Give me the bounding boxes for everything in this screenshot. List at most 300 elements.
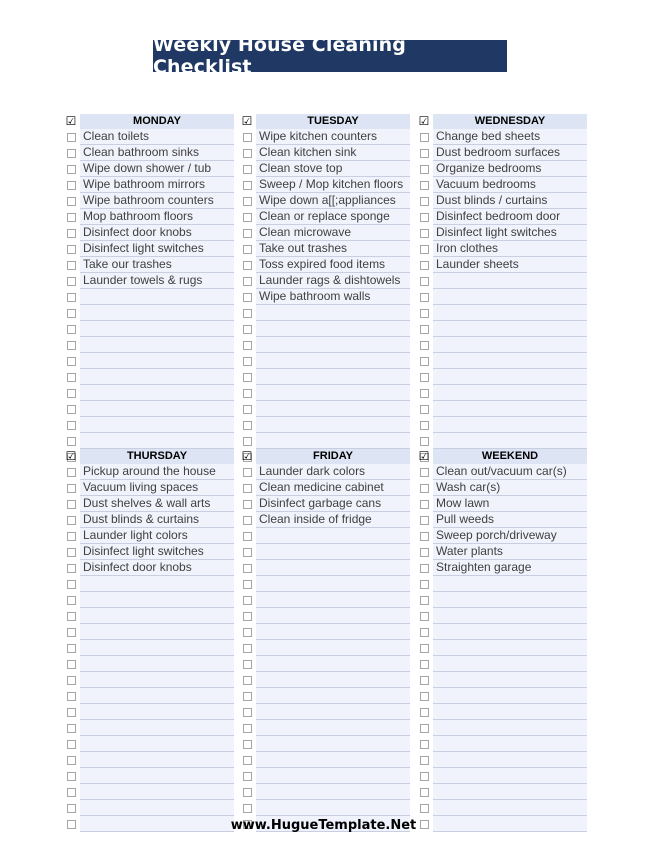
task-row bbox=[62, 784, 234, 800]
task-checkbox[interactable] bbox=[67, 676, 76, 685]
task-label bbox=[80, 672, 234, 688]
task-checkbox[interactable] bbox=[420, 261, 429, 270]
task-row bbox=[415, 512, 587, 528]
task-checkbox[interactable] bbox=[67, 692, 76, 701]
task-checkbox[interactable] bbox=[243, 532, 252, 541]
task-checkbox[interactable] bbox=[243, 516, 252, 525]
task-checkbox-cell bbox=[415, 325, 433, 334]
task-label: Take our trashes bbox=[80, 257, 234, 273]
task-checkbox[interactable] bbox=[420, 596, 429, 605]
task-checkbox-cell bbox=[62, 580, 80, 589]
task-row bbox=[62, 145, 234, 161]
task-checkbox-cell bbox=[62, 133, 80, 142]
task-checkbox[interactable] bbox=[243, 484, 252, 493]
task-row bbox=[238, 560, 410, 576]
task-checkbox[interactable] bbox=[243, 357, 252, 366]
task-row bbox=[415, 688, 587, 704]
task-checkbox-cell bbox=[415, 341, 433, 350]
task-checkbox-cell bbox=[238, 612, 256, 621]
task-label bbox=[256, 704, 410, 720]
task-row bbox=[415, 321, 587, 337]
task-checkbox[interactable] bbox=[243, 341, 252, 350]
task-checkbox[interactable] bbox=[67, 373, 76, 382]
task-label bbox=[80, 736, 234, 752]
task-checkbox[interactable] bbox=[243, 468, 252, 477]
task-checkbox[interactable] bbox=[420, 149, 429, 158]
task-row bbox=[238, 177, 410, 193]
task-checkbox[interactable] bbox=[67, 724, 76, 733]
task-checkbox[interactable] bbox=[67, 277, 76, 286]
task-checkbox[interactable] bbox=[420, 724, 429, 733]
task-checkbox[interactable] bbox=[420, 213, 429, 222]
task-checkbox-cell bbox=[415, 548, 433, 557]
task-checkbox[interactable] bbox=[67, 468, 76, 477]
task-checkbox[interactable] bbox=[67, 165, 76, 174]
task-row bbox=[238, 672, 410, 688]
day-header: WEDNESDAY bbox=[433, 114, 587, 129]
task-checkbox[interactable] bbox=[243, 804, 252, 813]
task-checkbox-cell bbox=[415, 277, 433, 286]
task-row bbox=[415, 161, 587, 177]
task-row bbox=[415, 608, 587, 624]
task-row bbox=[415, 656, 587, 672]
day-header: FRIDAY bbox=[256, 449, 410, 464]
task-label: Launder dark colors bbox=[256, 464, 410, 480]
task-checkbox[interactable] bbox=[420, 484, 429, 493]
task-label bbox=[433, 289, 587, 305]
task-checkbox[interactable] bbox=[420, 772, 429, 781]
task-checkbox[interactable] bbox=[420, 580, 429, 589]
task-checkbox-cell bbox=[415, 389, 433, 398]
task-checkbox[interactable] bbox=[243, 213, 252, 222]
task-checkbox-cell bbox=[238, 772, 256, 781]
task-checkbox-cell bbox=[415, 357, 433, 366]
task-label bbox=[80, 704, 234, 720]
task-checkbox[interactable] bbox=[420, 468, 429, 477]
checked-box-icon[interactable]: ☑ bbox=[241, 114, 253, 128]
task-row bbox=[415, 752, 587, 768]
task-row bbox=[415, 433, 587, 449]
task-checkbox[interactable] bbox=[67, 181, 76, 190]
task-label bbox=[80, 289, 234, 305]
task-label: Launder towels & rugs bbox=[80, 273, 234, 289]
task-checkbox[interactable] bbox=[420, 325, 429, 334]
task-checkbox[interactable] bbox=[420, 756, 429, 765]
task-checkbox[interactable] bbox=[67, 484, 76, 493]
task-label bbox=[256, 560, 410, 576]
task-checkbox[interactable] bbox=[243, 293, 252, 302]
task-checkbox[interactable] bbox=[420, 197, 429, 206]
task-checkbox-cell bbox=[415, 708, 433, 717]
task-checkbox-cell bbox=[62, 804, 80, 813]
task-checkbox[interactable] bbox=[67, 564, 76, 573]
task-checkbox[interactable] bbox=[420, 229, 429, 238]
task-label bbox=[256, 688, 410, 704]
task-label: Clean toilets bbox=[80, 129, 234, 145]
page-title: Weekly House Cleaning Checklist bbox=[153, 40, 507, 72]
task-checkbox[interactable] bbox=[420, 516, 429, 525]
task-checkbox-cell bbox=[415, 245, 433, 254]
task-checkbox[interactable] bbox=[67, 532, 76, 541]
task-checkbox-cell bbox=[238, 405, 256, 414]
task-checkbox[interactable] bbox=[420, 676, 429, 685]
task-row bbox=[415, 736, 587, 752]
task-label bbox=[80, 800, 234, 816]
task-row bbox=[238, 129, 410, 145]
task-checkbox-cell bbox=[415, 660, 433, 669]
task-checkbox-cell bbox=[415, 229, 433, 238]
task-row bbox=[238, 752, 410, 768]
task-checkbox[interactable] bbox=[67, 421, 76, 430]
task-checkbox-cell bbox=[238, 500, 256, 509]
task-row bbox=[62, 433, 234, 449]
task-row bbox=[238, 337, 410, 353]
task-checkbox[interactable] bbox=[243, 229, 252, 238]
task-label bbox=[80, 369, 234, 385]
task-checkbox[interactable] bbox=[243, 261, 252, 270]
task-row bbox=[238, 688, 410, 704]
footer-website: www.HugueTemplate.Net bbox=[230, 818, 417, 833]
task-checkbox[interactable] bbox=[420, 548, 429, 557]
task-checkbox-cell bbox=[238, 692, 256, 701]
task-checkbox-cell bbox=[238, 756, 256, 765]
task-label bbox=[433, 704, 587, 720]
task-checkbox[interactable] bbox=[67, 149, 76, 158]
task-label: Clean out/vacuum car(s) bbox=[433, 464, 587, 480]
task-row bbox=[62, 289, 234, 305]
task-label bbox=[256, 768, 410, 784]
task-checkbox[interactable] bbox=[243, 740, 252, 749]
day-header: TUESDAY bbox=[256, 114, 410, 129]
task-row bbox=[238, 321, 410, 337]
task-checkbox[interactable] bbox=[243, 612, 252, 621]
task-label: Vacuum bedrooms bbox=[433, 177, 587, 193]
task-checkbox[interactable] bbox=[67, 437, 76, 446]
task-checkbox[interactable] bbox=[67, 756, 76, 765]
task-label bbox=[433, 385, 587, 401]
task-checkbox[interactable] bbox=[67, 596, 76, 605]
task-row bbox=[62, 688, 234, 704]
task-row bbox=[415, 640, 587, 656]
task-label bbox=[433, 656, 587, 672]
task-label: Wipe down a[[;appliances bbox=[256, 193, 410, 209]
task-row bbox=[238, 704, 410, 720]
task-checkbox-cell bbox=[415, 213, 433, 222]
task-label: Vacuum living spaces bbox=[80, 480, 234, 496]
task-row bbox=[238, 417, 410, 433]
task-checkbox[interactable] bbox=[243, 628, 252, 637]
task-checkbox-cell bbox=[415, 740, 433, 749]
task-checkbox[interactable] bbox=[420, 245, 429, 254]
task-label: Disinfect door knobs bbox=[80, 560, 234, 576]
task-checkbox[interactable] bbox=[67, 628, 76, 637]
task-row bbox=[415, 480, 587, 496]
task-checkbox[interactable] bbox=[420, 389, 429, 398]
task-label bbox=[80, 321, 234, 337]
task-checkbox-cell bbox=[238, 580, 256, 589]
task-label bbox=[433, 417, 587, 433]
task-checkbox[interactable] bbox=[243, 724, 252, 733]
task-label: Clean kitchen sink bbox=[256, 145, 410, 161]
task-checkbox-cell bbox=[415, 309, 433, 318]
checked-box-icon[interactable]: ☑ bbox=[418, 114, 430, 128]
task-checkbox[interactable] bbox=[67, 788, 76, 797]
task-checkbox[interactable] bbox=[67, 405, 76, 414]
task-checkbox[interactable] bbox=[420, 293, 429, 302]
task-row bbox=[62, 496, 234, 512]
task-row bbox=[238, 640, 410, 656]
task-row bbox=[415, 289, 587, 305]
task-checkbox[interactable] bbox=[67, 516, 76, 525]
task-checkbox[interactable] bbox=[67, 133, 76, 142]
task-label bbox=[80, 768, 234, 784]
task-checkbox[interactable] bbox=[243, 133, 252, 142]
task-label bbox=[433, 321, 587, 337]
task-row bbox=[415, 225, 587, 241]
task-checkbox[interactable] bbox=[420, 405, 429, 414]
task-checkbox[interactable] bbox=[67, 644, 76, 653]
task-checkbox-cell bbox=[238, 532, 256, 541]
task-checkbox[interactable] bbox=[420, 309, 429, 318]
task-checkbox[interactable] bbox=[420, 708, 429, 717]
task-checkbox[interactable] bbox=[420, 181, 429, 190]
task-checkbox[interactable] bbox=[420, 564, 429, 573]
task-checkbox[interactable] bbox=[243, 181, 252, 190]
task-checkbox[interactable] bbox=[243, 373, 252, 382]
task-row bbox=[62, 225, 234, 241]
task-checkbox[interactable] bbox=[420, 341, 429, 350]
task-label: Clean or replace sponge bbox=[256, 209, 410, 225]
task-label bbox=[256, 576, 410, 592]
task-checkbox-cell bbox=[62, 149, 80, 158]
task-checkbox[interactable] bbox=[67, 548, 76, 557]
task-checkbox-cell bbox=[238, 421, 256, 430]
task-label: Disinfect light switches bbox=[80, 544, 234, 560]
task-checkbox[interactable] bbox=[67, 197, 76, 206]
task-row bbox=[415, 464, 587, 480]
task-checkbox[interactable] bbox=[67, 293, 76, 302]
task-checkbox-cell bbox=[62, 564, 80, 573]
task-checkbox-cell bbox=[62, 788, 80, 797]
task-label: Clean microwave bbox=[256, 225, 410, 241]
task-row bbox=[238, 512, 410, 528]
task-checkbox-cell bbox=[238, 373, 256, 382]
task-checkbox[interactable] bbox=[67, 804, 76, 813]
task-checkbox[interactable] bbox=[243, 676, 252, 685]
task-checkbox-cell bbox=[415, 788, 433, 797]
task-label bbox=[80, 305, 234, 321]
task-checkbox[interactable] bbox=[67, 341, 76, 350]
task-row bbox=[415, 624, 587, 640]
task-label bbox=[433, 592, 587, 608]
task-label bbox=[80, 784, 234, 800]
task-checkbox[interactable] bbox=[243, 756, 252, 765]
task-row bbox=[62, 704, 234, 720]
task-checkbox[interactable] bbox=[243, 644, 252, 653]
task-row bbox=[238, 225, 410, 241]
task-row bbox=[62, 800, 234, 816]
task-checkbox-cell bbox=[415, 437, 433, 446]
task-checkbox-cell bbox=[238, 325, 256, 334]
task-label: Straighten garage bbox=[433, 560, 587, 576]
task-row bbox=[415, 544, 587, 560]
task-label bbox=[80, 433, 234, 449]
task-checkbox[interactable] bbox=[420, 692, 429, 701]
task-row bbox=[415, 353, 587, 369]
task-checkbox[interactable] bbox=[420, 532, 429, 541]
task-checkbox-cell bbox=[62, 660, 80, 669]
task-checkbox[interactable] bbox=[67, 580, 76, 589]
task-checkbox[interactable] bbox=[67, 708, 76, 717]
task-checkbox[interactable] bbox=[67, 229, 76, 238]
task-checkbox[interactable] bbox=[243, 165, 252, 174]
task-checkbox-cell bbox=[415, 804, 433, 813]
task-checkbox[interactable] bbox=[420, 740, 429, 749]
task-checkbox[interactable] bbox=[67, 213, 76, 222]
task-checkbox-cell bbox=[415, 676, 433, 685]
task-checkbox[interactable] bbox=[420, 277, 429, 286]
task-checkbox[interactable] bbox=[420, 165, 429, 174]
task-label: Disinfect door knobs bbox=[80, 225, 234, 241]
task-checkbox[interactable] bbox=[67, 389, 76, 398]
task-checkbox[interactable] bbox=[420, 500, 429, 509]
task-checkbox[interactable] bbox=[420, 421, 429, 430]
task-row bbox=[238, 656, 410, 672]
task-checkbox-cell bbox=[62, 181, 80, 190]
task-row bbox=[62, 464, 234, 480]
task-label bbox=[80, 640, 234, 656]
task-checkbox-cell bbox=[62, 628, 80, 637]
task-checkbox[interactable] bbox=[420, 612, 429, 621]
checked-box-icon[interactable]: ☑ bbox=[241, 449, 253, 463]
day-header-row bbox=[238, 448, 410, 464]
task-row bbox=[238, 353, 410, 369]
task-label: Dust bedroom surfaces bbox=[433, 145, 587, 161]
checked-box-icon[interactable]: ☑ bbox=[418, 449, 430, 463]
checked-box-icon[interactable]: ☑ bbox=[65, 449, 77, 463]
task-checkbox[interactable] bbox=[243, 437, 252, 446]
task-label: Disinfect bedroom door bbox=[433, 209, 587, 225]
task-checkbox[interactable] bbox=[420, 644, 429, 653]
task-label bbox=[80, 624, 234, 640]
task-checkbox-cell bbox=[62, 724, 80, 733]
task-checkbox[interactable] bbox=[243, 500, 252, 509]
task-row bbox=[62, 672, 234, 688]
task-label: Pickup around the house bbox=[80, 464, 234, 480]
task-row bbox=[238, 608, 410, 624]
task-checkbox[interactable] bbox=[243, 580, 252, 589]
task-checkbox[interactable] bbox=[243, 788, 252, 797]
task-checkbox-cell bbox=[62, 468, 80, 477]
task-checkbox-cell bbox=[415, 596, 433, 605]
task-row bbox=[415, 560, 587, 576]
task-checkbox[interactable] bbox=[243, 548, 252, 557]
task-checkbox[interactable] bbox=[420, 373, 429, 382]
task-label bbox=[256, 321, 410, 337]
task-row bbox=[415, 672, 587, 688]
task-checkbox-cell bbox=[415, 724, 433, 733]
task-checkbox[interactable] bbox=[67, 325, 76, 334]
task-label bbox=[256, 417, 410, 433]
task-checkbox[interactable] bbox=[420, 660, 429, 669]
task-row bbox=[62, 720, 234, 736]
task-label bbox=[256, 656, 410, 672]
task-row bbox=[238, 241, 410, 257]
task-checkbox[interactable] bbox=[243, 708, 252, 717]
task-checkbox-cell bbox=[238, 245, 256, 254]
task-row bbox=[415, 800, 587, 816]
task-checkbox[interactable] bbox=[243, 421, 252, 430]
task-checkbox[interactable] bbox=[243, 309, 252, 318]
task-checkbox[interactable] bbox=[243, 772, 252, 781]
task-label bbox=[433, 337, 587, 353]
task-row bbox=[238, 257, 410, 273]
task-checkbox[interactable] bbox=[67, 772, 76, 781]
task-checkbox[interactable] bbox=[67, 612, 76, 621]
task-label bbox=[433, 672, 587, 688]
wednesday-column bbox=[415, 113, 587, 465]
task-checkbox[interactable] bbox=[67, 245, 76, 254]
task-checkbox[interactable] bbox=[243, 197, 252, 206]
task-label bbox=[256, 640, 410, 656]
task-checkbox[interactable] bbox=[67, 500, 76, 509]
task-checkbox[interactable] bbox=[243, 405, 252, 414]
day-header: MONDAY bbox=[80, 114, 234, 129]
task-checkbox[interactable] bbox=[243, 277, 252, 286]
task-checkbox-cell bbox=[415, 580, 433, 589]
task-checkbox[interactable] bbox=[243, 596, 252, 605]
monday-column bbox=[62, 113, 234, 465]
task-label bbox=[433, 433, 587, 449]
task-checkbox[interactable] bbox=[243, 389, 252, 398]
task-checkbox[interactable] bbox=[243, 149, 252, 158]
checked-box-icon[interactable]: ☑ bbox=[65, 114, 77, 128]
task-checkbox[interactable] bbox=[67, 357, 76, 366]
task-checkbox-cell bbox=[415, 500, 433, 509]
task-checkbox[interactable] bbox=[420, 357, 429, 366]
task-checkbox-cell bbox=[238, 628, 256, 637]
task-checkbox[interactable] bbox=[420, 788, 429, 797]
task-checkbox[interactable] bbox=[420, 437, 429, 446]
task-checkbox[interactable] bbox=[67, 740, 76, 749]
task-label: Launder sheets bbox=[433, 257, 587, 273]
task-checkbox-cell bbox=[238, 165, 256, 174]
task-checkbox[interactable] bbox=[67, 309, 76, 318]
task-checkbox-cell bbox=[62, 756, 80, 765]
task-checkbox[interactable] bbox=[243, 660, 252, 669]
task-checkbox-cell bbox=[415, 772, 433, 781]
task-row bbox=[415, 337, 587, 353]
task-checkbox-cell bbox=[238, 293, 256, 302]
task-checkbox-cell bbox=[415, 197, 433, 206]
task-label bbox=[256, 736, 410, 752]
task-row bbox=[62, 241, 234, 257]
task-checkbox-cell bbox=[238, 740, 256, 749]
task-checkbox[interactable] bbox=[243, 245, 252, 254]
task-checkbox[interactable] bbox=[243, 692, 252, 701]
task-checkbox[interactable] bbox=[67, 261, 76, 270]
task-row bbox=[62, 177, 234, 193]
task-checkbox[interactable] bbox=[243, 564, 252, 573]
task-checkbox-cell bbox=[238, 133, 256, 142]
task-checkbox[interactable] bbox=[420, 133, 429, 142]
task-checkbox[interactable] bbox=[67, 660, 76, 669]
task-label: Clean inside of fridge bbox=[256, 512, 410, 528]
task-checkbox[interactable] bbox=[243, 325, 252, 334]
task-checkbox[interactable] bbox=[420, 628, 429, 637]
task-checkbox-cell bbox=[238, 149, 256, 158]
task-checkbox[interactable] bbox=[420, 804, 429, 813]
